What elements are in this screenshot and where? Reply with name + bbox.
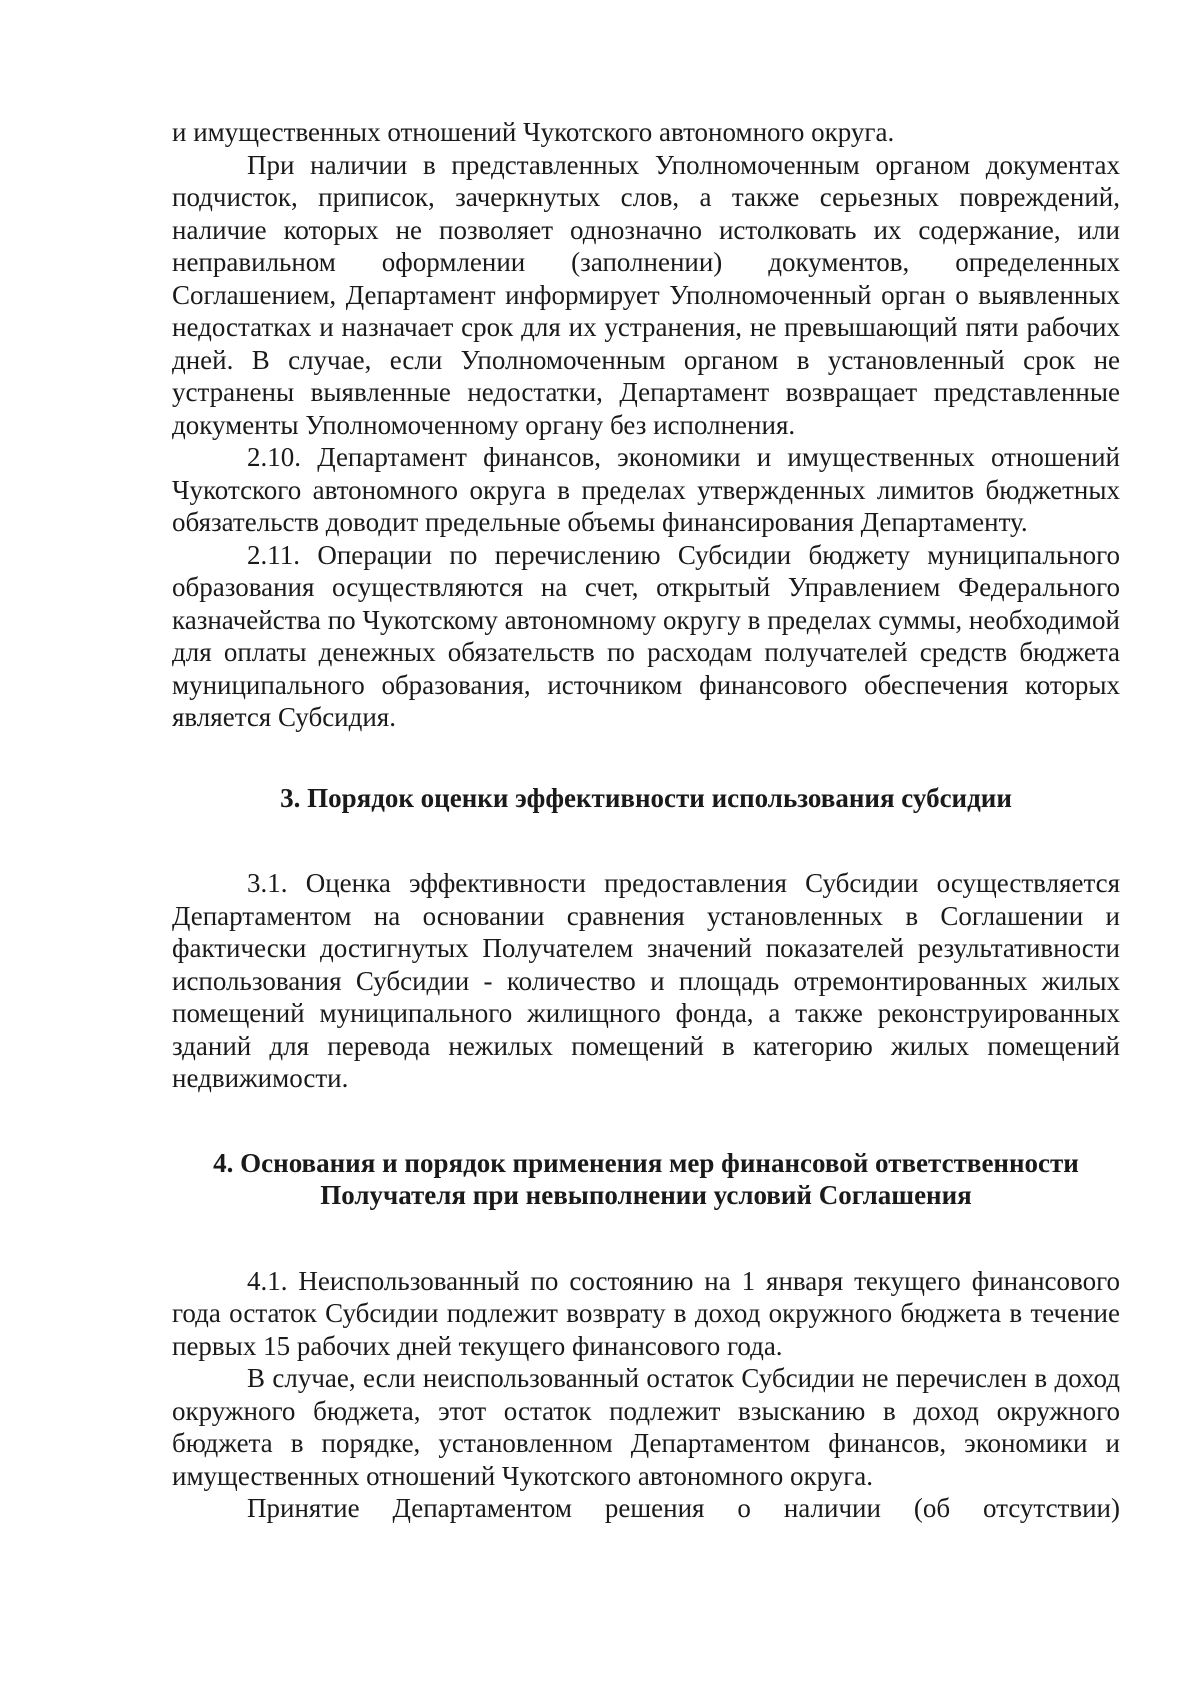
spacer [172, 1212, 1120, 1265]
paragraph-continuation: и имущественных отношений Чукотского автономного округа. [172, 117, 895, 147]
document-body [172, 116, 1120, 1525]
section-4-heading-line2: Получателя при невыполнении условий Соглашения [320, 1180, 972, 1210]
spacer [172, 734, 1120, 782]
section-4-heading-line1: 4. Основания и порядок применения мер финансовой ответственности [213, 1147, 1079, 1178]
section-4-heading [172, 1147, 1120, 1212]
paragraph-4-1: 4.1. Неиспользованный по состоянию на 1 января текущего финансового года остаток Субсидии подлежит возврату в доход окружного бюджета в течение первых 15 рабочих дней текущего финансового года. [172, 1265, 1120, 1361]
paragraph-2-10: 2.10. Департамент финансов, экономики и имущественных отношений Чукотского автономного округа в пределах утвержденных лимитов бюджетных обязательств доводит предельные объемы финансирования Департаменту. [172, 442, 1120, 537]
paragraph-2-11: 2.11. Операции по перечислению Субсидии бюджету муниципального образования осуществляются на счет, открытый Управлением Федерального казначейства по Чукотскому автономному округу в пределах суммы, необходимой для оплаты денежных обязательств по расходам получателей средств бюджета муниципального образования, источником финансового обеспечения которых является Субсидия. [172, 539, 1120, 732]
paragraph-documents-defects: При наличии в представленных Уполномоченным органом документах подчисток, приписок, зачеркнутых слов, а также серьезных повреждений, наличие которых не позволяет однозначно истолковать их содержание, или неправильном оформлении (заполнении) документов, определенных Соглашением, Департамент информирует Уполномоченный орган о выявленных недостатках и назначает срок для их устранения, не превышающий пяти рабочих дней. В случае, если Уполномоченным органом в установленный срок не устранены выявленные недостатки, Департамент возвращает представленные документы Уполномоченному органу без исполнения. [172, 149, 1120, 440]
spacer [172, 814, 1120, 867]
paragraph-decision: Принятие Департаментом решения о наличии (об отсутствии) [247, 1493, 1120, 1523]
section-3-heading: 3. Порядок оценки эффективности использования субсидии [280, 782, 1012, 813]
spacer [172, 1095, 1120, 1147]
paragraph-3-1: 3.1. Оценка эффективности предоставления Субсидии осуществляется Департаментом на основании сравнения установленных в Соглашении и фактически достигнутых Получателем значений показателей результативности использования Субсидии - количество и площадь отремонтированных жилых помещений муниципального жилищного фонда, а также реконструированных зданий для перевода нежилых помещений в категорию жилых помещений недвижимости. [172, 868, 1120, 1093]
paragraph-recovery: В случае, если неиспользованный остаток Субсидии не перечислен в доход окружного бюджета, этот остаток подлежит взысканию в доход окружного бюджета в порядке, установленном Департаментом финансов, экономики и имущественных отношений Чукотского автономного округа. [172, 1363, 1120, 1491]
